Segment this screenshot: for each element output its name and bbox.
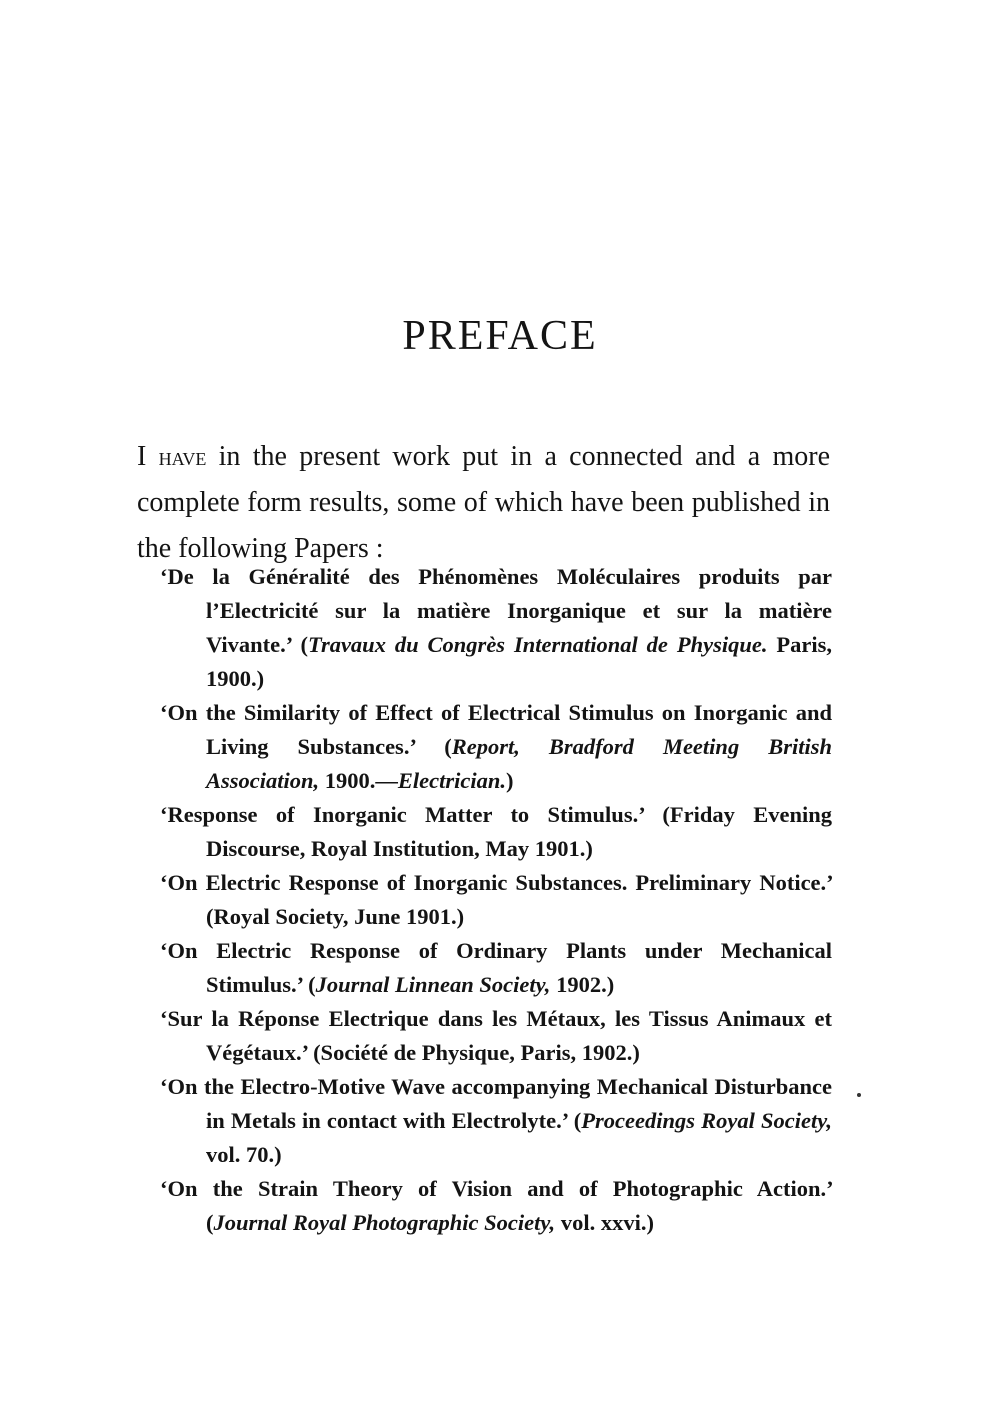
reference-date: vol. 70.): [206, 1142, 282, 1167]
reference-list: [160, 560, 832, 1240]
reference-item: [160, 1002, 832, 1070]
reference-item: [160, 696, 832, 798]
reference-title: ‘On the Strain Theory of Vision and of Photographic Action.’: [160, 1176, 832, 1201]
reference-journal: Travaux du Congrès International de Physique.: [308, 632, 768, 657]
reference-date: vol. xxvi.): [555, 1210, 654, 1235]
reference-source: (Friday Evening Discourse, Royal Institution, May 1901.): [206, 802, 832, 861]
reference-source: (Royal Society, June 1901.): [206, 904, 465, 929]
reference-item: [160, 1070, 832, 1172]
reference-title: ‘On Electric Response of Inorganic Substances. Preliminary Notice.’: [160, 870, 832, 895]
reference-date: 1900.—: [319, 768, 398, 793]
reference-source: (Société de Physique, Paris, 1902.): [307, 1040, 640, 1065]
reference-item: [160, 798, 832, 866]
reference-item: [160, 1172, 832, 1240]
reference-source: (: [302, 972, 316, 997]
intro-paragraph: [137, 434, 830, 572]
reference-item: [160, 560, 832, 696]
reference-journal: Journal Royal Photographic Society,: [213, 1210, 556, 1235]
reference-source: (: [291, 632, 309, 657]
scan-speck: [857, 1093, 861, 1097]
reference-date: 1902.): [550, 972, 615, 997]
intro-lead-letter: I: [137, 441, 147, 472]
reference-journal: Proceedings Royal Society,: [581, 1108, 832, 1133]
reference-item: [160, 866, 832, 934]
reference-journal-secondary: Electrician.: [397, 768, 507, 793]
reference-source: (: [415, 734, 452, 759]
reference-title: ‘On Electric Response of Ordinary Plants under Mechanical Stimulus.’: [160, 938, 832, 997]
reference-title: ‘De la Généralité des Phénomènes Moléculaires produits par l’Electricité sur la matière Inorganique et sur la matière Vivante.’: [160, 564, 832, 657]
intro-lead-smallcaps: have: [158, 442, 207, 471]
reference-date: Paris, 1900.): [206, 632, 832, 691]
reference-title: ‘Sur la Réponse Electrique dans les Métaux, les Tissus Animaux et Végétaux.’: [160, 1006, 832, 1065]
reference-source: (: [567, 1108, 582, 1133]
reference-journal: Journal Linnean Society,: [315, 972, 551, 997]
reference-source: (: [206, 1210, 214, 1235]
page-title: PREFACE: [402, 313, 598, 360]
reference-item: [160, 934, 832, 1002]
reference-title: ‘On the Similarity of Effect of Electrical Stimulus on Inorganic and Living Substances.’: [160, 700, 832, 759]
intro-text: in the present work put in a connected and a more complete form results, some of which have been published in the following Papers :: [137, 441, 830, 564]
reference-title: ‘Response of Inorganic Matter to Stimulus.’: [160, 802, 645, 827]
reference-title: ‘On the Electro-Motive Wave accompanying Mechanical Disturbance in Metals in contact with Electrolyte.’: [160, 1074, 832, 1133]
reference-close: ): [506, 768, 514, 793]
reference-journal: Report, Bradford Meeting British Association,: [206, 734, 832, 793]
